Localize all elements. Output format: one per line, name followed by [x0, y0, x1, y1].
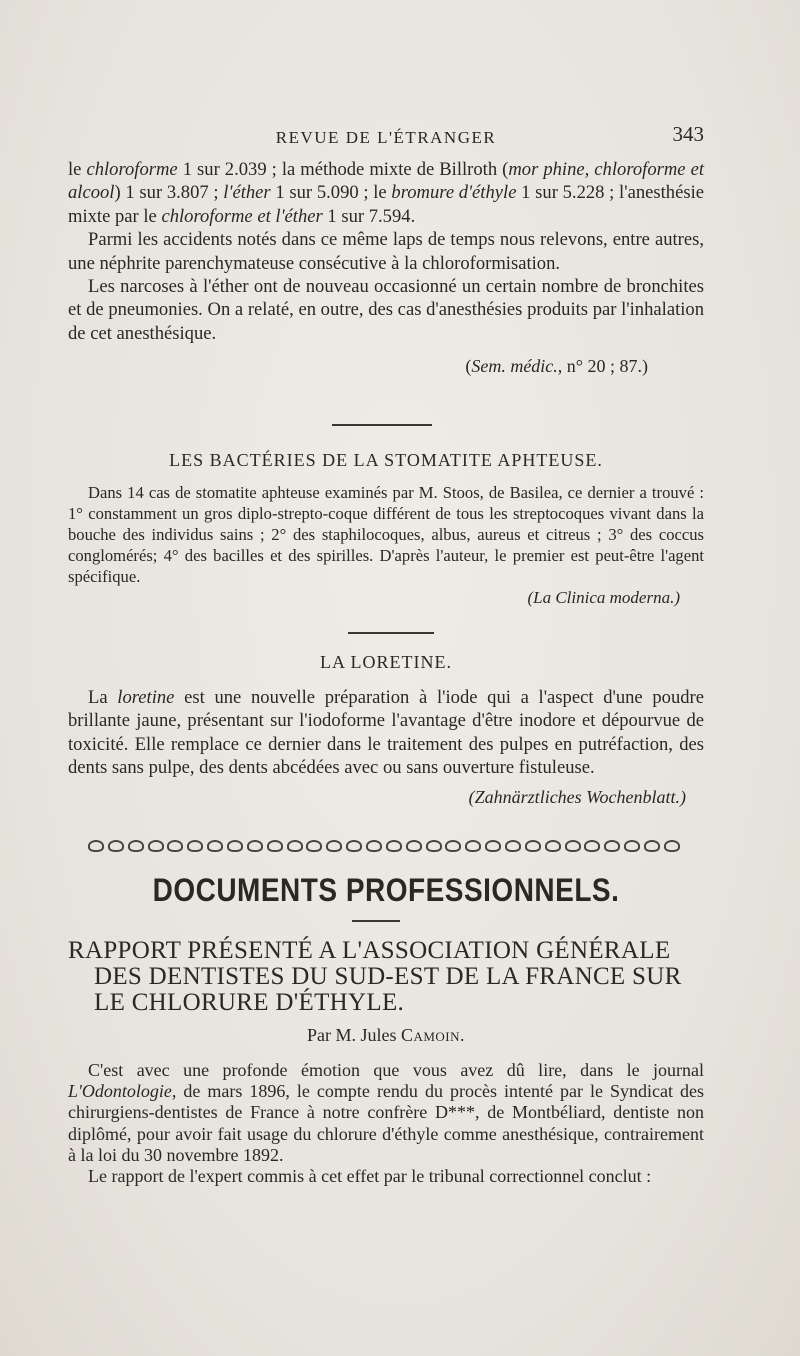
heading-loretine: LA LORETINE. [320, 652, 452, 672]
page-header [68, 122, 704, 152]
ornamental-border [88, 835, 680, 857]
section-rapport [68, 1060, 704, 1187]
heading-documents-professionnels: DOCUMENTS PROFESSIONNELS. [152, 872, 620, 908]
citation-zahnarztliches: (Zahnärztliches Wochenblatt.) [468, 786, 686, 807]
citation-clinica: (La Clinica moderna.) [527, 588, 680, 607]
paragraph-accidents: Parmi les accidents notés dans ce même laps de temps nous relevons, entre autres, une néphrite parenchymateuse consécutive à la chloroformisation. [68, 229, 704, 274]
paragraph-rapport-intro: C'est avec une profonde émotion que vous avez dû lire, dans le journal L'Odontologie, de mars 1896, le compte rendu du procès intenté par le Syndicat des chirurgiens-dentistes de France à notre confrère D***, de Montbéliard, dentiste non diplômé, pour avoir fait usage du chlorure d'éthyle comme anesthésique, contrairement à la loi du 30 novembre 1892. [68, 1060, 704, 1165]
paragraph-loretine: La loretine est une nouvelle préparation à l'iode qui a l'aspect d'une poudre brillante jaune, présentant sur l'iodoforme l'avantage d'être inodore et dépourvue de toxicité. Elle remplace ce dernier dans le traitement des pulpes en putréfaction, des dents sans pulpe, des dents abcédées avec ou sans ouverture fistuleuse. [68, 687, 704, 779]
report-title-line: RAPPORT PRÉSENTÉ A L'ASSOCIATION GÉNÉRALE [68, 937, 671, 964]
page-number: 343 [672, 122, 704, 146]
paragraph-stomatite: Dans 14 cas de stomatite aphteuse examinés par M. Stoos, de Basilea, ce dernier a trouvé : 1° constamment un gros diplo-strepto-coque différent de tous les streptocoques vivant dans la bouche des individus sains ; 2° des staphilocoques, albus, aureus et citreus ; 3° des coccus conglomérés; 4° des bacilles et des spirilles. D'après l'auteur, le premier est peut-être l'agent spécifique. [68, 483, 704, 586]
paragraph-narcoses: Les narcoses à l'éther ont de nouveau occasionné un certain nombre de bronchites et de pneumonies. On a relaté, en outre, des cas d'anesthésies produits par l'inhalation de cet anesthésique. [68, 276, 704, 344]
byline: Par M. Jules Camoin. [306, 1025, 466, 1045]
report-title-line: LE CHLORURE D'ÉTHYLE. [94, 989, 405, 1016]
section-loretine [68, 686, 704, 809]
paragraph-rapport-conclusion: Le rapport de l'expert commis à cet effet par le tribunal correctionnel conclut : [88, 1166, 652, 1187]
section-divider [348, 632, 434, 634]
section-divider [332, 424, 432, 426]
paragraph-anesthesia-rates: le chloroforme 1 sur 2.039 ; la méthode mixte de Billroth (mor phine, chloroforme et alcool) 1 sur 3.807 ; l'éther 1 sur 5.090 ; le bromure d'éthyle 1 sur 5.228 ; l'anesthésie mixte par le chloroforme et l'éther 1 sur 7.594. [68, 159, 704, 227]
section-anesthesia-stats [68, 158, 704, 379]
running-title: REVUE DE L'ÉTRANGER [275, 128, 497, 147]
citation-sem-medic: (Sem. médic., n° 20 ; 87.) [465, 356, 648, 377]
section-stomatite [68, 482, 704, 608]
report-title-line: DES DENTISTES DU SUD-EST DE LA FRANCE SUR [94, 963, 682, 990]
section-divider [352, 920, 400, 922]
report-title [68, 938, 704, 1016]
heading-bacteries: LES BACTÉRIES DE LA STOMATITE APHTEUSE. [169, 450, 603, 470]
